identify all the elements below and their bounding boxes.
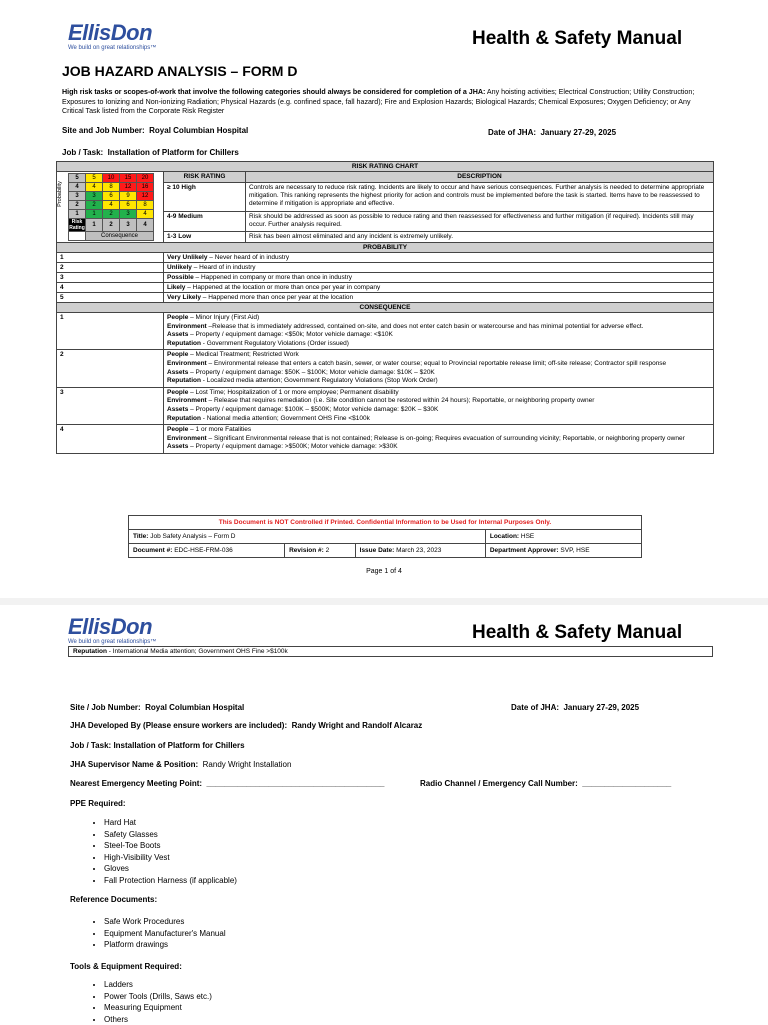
job-task: Job / Task: Installation of Platform for Chillers (62, 148, 239, 157)
risk-table (56, 161, 714, 454)
tools-equipment-title: Tools & Equipment Required: (70, 962, 182, 971)
p2-date-of-jha: Date of JHA: January 27-29, 2025 (511, 703, 640, 712)
rating-low: 1-3 Low (164, 232, 246, 243)
reference-document-item: • Equipment Manufacturer's Manual (104, 928, 226, 940)
matrix-cell: 12 (120, 183, 137, 192)
footer-document-number: Document #: EDC-HSE-FRM-036 (129, 544, 285, 558)
ellisdon-logo-page2: EllisDon We build on great relationships™ (68, 614, 157, 645)
footer-revision: Revision #: 2 (285, 544, 356, 558)
matrix-probability-label: 2 (69, 201, 86, 210)
footer-title: Title: Job Safety Analysis – Form D (129, 530, 486, 544)
matrix-cell: 5 (86, 174, 103, 183)
probability-row: 2 Unlikely – Heard of in industry (57, 263, 714, 273)
ppe-item: • Hard Hat (104, 817, 237, 829)
matrix-probability-label: 5 (69, 174, 86, 183)
matrix-consequence-label: 2 (103, 219, 120, 232)
matrix-cell: 16 (137, 183, 154, 192)
matrix-probability-label: 3 (69, 192, 86, 201)
probability-header: PROBABILITY (57, 243, 714, 253)
rating-medium-desc: Risk should be addressed as soon as possible to reduce rating and then reassessed for effectiveness and further mitigation (if required). Incidents still may occur. Further analysis required. (246, 211, 714, 231)
p2-job-task: Job / Task: Installation of Platform for Chillers (70, 741, 245, 750)
matrix-cell: 4 (137, 210, 154, 219)
probability-axis-label: Probability (56, 181, 63, 207)
consequence-row: 1 People – Minor Injury (First Aid) Environment –Release that is immediately addressed, contained on-site, and does not enter catch basin or watercourse and has minimal potential for adverse effect. Assets – Property / equipment damage: <$50k; Motor vehicle damage: <$10K Reputation - Government Regulatory Violations (Order issued) (57, 313, 714, 350)
matrix-cell: 6 (103, 192, 120, 201)
uncontrolled-warning: This Document is NOT Controlled if Printed. Confidential Information to be Used for Internal Purposes Only. (129, 516, 642, 530)
p2-supervisor: JHA Supervisor Name & Position: Randy Wright Installation (70, 760, 292, 769)
probability-row: 5 Very Likely – Happened more than once per year at the location (57, 293, 714, 303)
site-job-number: Site and Job Number: Royal Columbian Hospital (62, 126, 249, 135)
intro-paragraph: High risk tasks or scopes-of-work that involve the following categories should always be considered for completion of a JHA: Any hoisting activities; Electrical Construction; Utility Construction; Exposures to Ionizing and Non-ionizing Radiation; Physical Hazards (e.g. confined space, fall hazard); Fire and Explosion Hazards; Biological Hazards; Chemical Exposures; Oxygen Deficiency; or Any Critical Task listed from the Corporate Risk Register (62, 88, 695, 116)
reference-documents-list (90, 916, 226, 951)
rating-high: ≥ 10 High (164, 182, 246, 211)
risk-rating-key: Risk Rating (69, 219, 85, 231)
tools-equipment-list (90, 979, 212, 1025)
p2-radio-channel: Radio Channel / Emergency Call Number: ____________________ (420, 779, 672, 788)
matrix-cell: 12 (137, 192, 154, 201)
consequence-row: 4 People – 1 or more Fatalities Environment – Significant Environmental release that is not contained; Release is on-going; Requires evacuation of surrounding vicinity; Reportable, or neighboring property owner Assets – Property / equipment damage: >$500K; Motor vehicle damage: >$30K (57, 425, 714, 454)
risk-matrix (68, 173, 154, 241)
matrix-cell: 4 (86, 183, 103, 192)
probability-row: 1 Very Unlikely – Never heard of in industry (57, 253, 714, 263)
p2-emergency-meeting-point: Nearest Emergency Meeting Point: ________________________________________ (70, 779, 385, 788)
matrix-cell: 10 (103, 174, 120, 183)
page-number: Page 1 of 4 (366, 568, 402, 575)
consequence-header: CONSEQUENCE (57, 303, 714, 313)
consequence-axis-label: Consequence (86, 232, 154, 241)
probability-row: 3 Possible – Happened in company or more than once in industry (57, 273, 714, 283)
reference-document-item: • Platform drawings (104, 939, 226, 951)
rating-medium: 4-9 Medium (164, 211, 246, 231)
matrix-probability-label: 1 (69, 210, 86, 219)
matrix-probability-label: 4 (69, 183, 86, 192)
p2-jha-developed-by: JHA Developed By (Please ensure workers are included): Randy Wright and Randolf Alcaraz (70, 721, 423, 730)
footer-location: Location: HSE (485, 530, 641, 544)
ppe-item: • Gloves (104, 863, 237, 875)
matrix-consequence-label: 4 (137, 219, 154, 232)
matrix-cell: 15 (120, 174, 137, 183)
description-col-header: DESCRIPTION (246, 172, 714, 183)
reference-document-item: • Safe Work Procedures (104, 916, 226, 928)
rating-high-desc: Controls are necessary to reduce risk rating. Incidents are likely to occur and have serious consequences. Further analysis is needed to determine appropriate mitigation. This ranking represents the highest priority for action and controls must be implemented before the task is started. Items have to be reassessed to determine if mitigation is appropriate and effective. (246, 182, 714, 211)
matrix-consequence-label: 3 (120, 219, 137, 232)
ppe-list (90, 817, 237, 887)
tool-item: • Ladders (104, 979, 212, 991)
matrix-consequence-label: 1 (86, 219, 103, 232)
ppe-item: • High-Visibility Vest (104, 852, 237, 864)
p2-site-job-number: Site / Job Number: Royal Columbian Hospital (70, 703, 245, 712)
tool-item: • Measuring Equipment (104, 1002, 212, 1014)
risk-chart-header: RISK RATING CHART (57, 162, 714, 172)
consequence-row: 2 People – Medical Treatment; Restricted Work Environment – Environmental release that enters a catch basin, sewer, or water course; equal to Provincial reportable release limit; off-site release; Contractor spill response Assets – Property / equipment damage: $50K – $100K; Motor vehicle damage: $10K – $20K Reputation - Localized media attention; Government Regulatory Violations (Stop Work Order) (57, 350, 714, 387)
tool-item: • Others (104, 1014, 212, 1025)
consequence-row: 3 People – Lost Time; Hospitalization of 1 or more employee; Permanent disability Environment – Release that requires remediation (i.e. Site condition cannot be restored within 24 hours); Reportable, or neighboring property owner Assets – Property / equipment damage: $100K – $500K; Motor vehicle damage: $20K – $30K Reputation - National media attention; Government OHS Fine <$100k (57, 387, 714, 424)
probability-row: 4 Likely – Happened at the location or more than once per year in company (57, 283, 714, 293)
matrix-cell: 3 (86, 192, 103, 201)
ppe-required-title: PPE Required: (70, 799, 126, 808)
date-of-jha: Date of JHA: January 27-29, 2025 (488, 128, 617, 137)
ppe-item: • Safety Glasses (104, 829, 237, 841)
matrix-cell: 8 (103, 183, 120, 192)
matrix-cell: 8 (137, 201, 154, 210)
footer-approver: Department Approver: SVP, HSE (485, 544, 641, 558)
tool-item: • Power Tools (Drills, Saws etc.) (104, 991, 212, 1003)
matrix-cell: 6 (120, 201, 137, 210)
reference-documents-title: Reference Documents: (70, 895, 158, 904)
manual-title-page2: Health & Safety Manual (472, 622, 683, 643)
matrix-cell: 3 (120, 210, 137, 219)
rating-low-desc: Risk has been almost eliminated and any incident is extremely unlikely. (246, 232, 714, 243)
document-footer (128, 515, 642, 558)
risk-rating-col-header: RISK RATING (164, 172, 246, 183)
matrix-cell: 2 (103, 210, 120, 219)
reputation-continued-row: Reputation - International Media attention; Government OHS Fine >$100k (68, 646, 713, 657)
matrix-cell: 20 (137, 174, 154, 183)
manual-title: Health & Safety Manual (472, 28, 683, 49)
form-title: JOB HAZARD ANALYSIS – FORM D (62, 63, 298, 79)
risk-matrix-cell (57, 172, 164, 243)
ppe-item: • Steel-Toe Boots (104, 840, 237, 852)
footer-issue-date: Issue Date: March 23, 2023 (355, 544, 485, 558)
matrix-cell: 2 (86, 201, 103, 210)
ppe-item: • Fall Protection Harness (if applicable) (104, 875, 237, 887)
ellisdon-logo: EllisDon We build on great relationships™ (68, 20, 157, 51)
matrix-cell: 1 (86, 210, 103, 219)
matrix-cell: 4 (103, 201, 120, 210)
matrix-cell: 9 (120, 192, 137, 201)
